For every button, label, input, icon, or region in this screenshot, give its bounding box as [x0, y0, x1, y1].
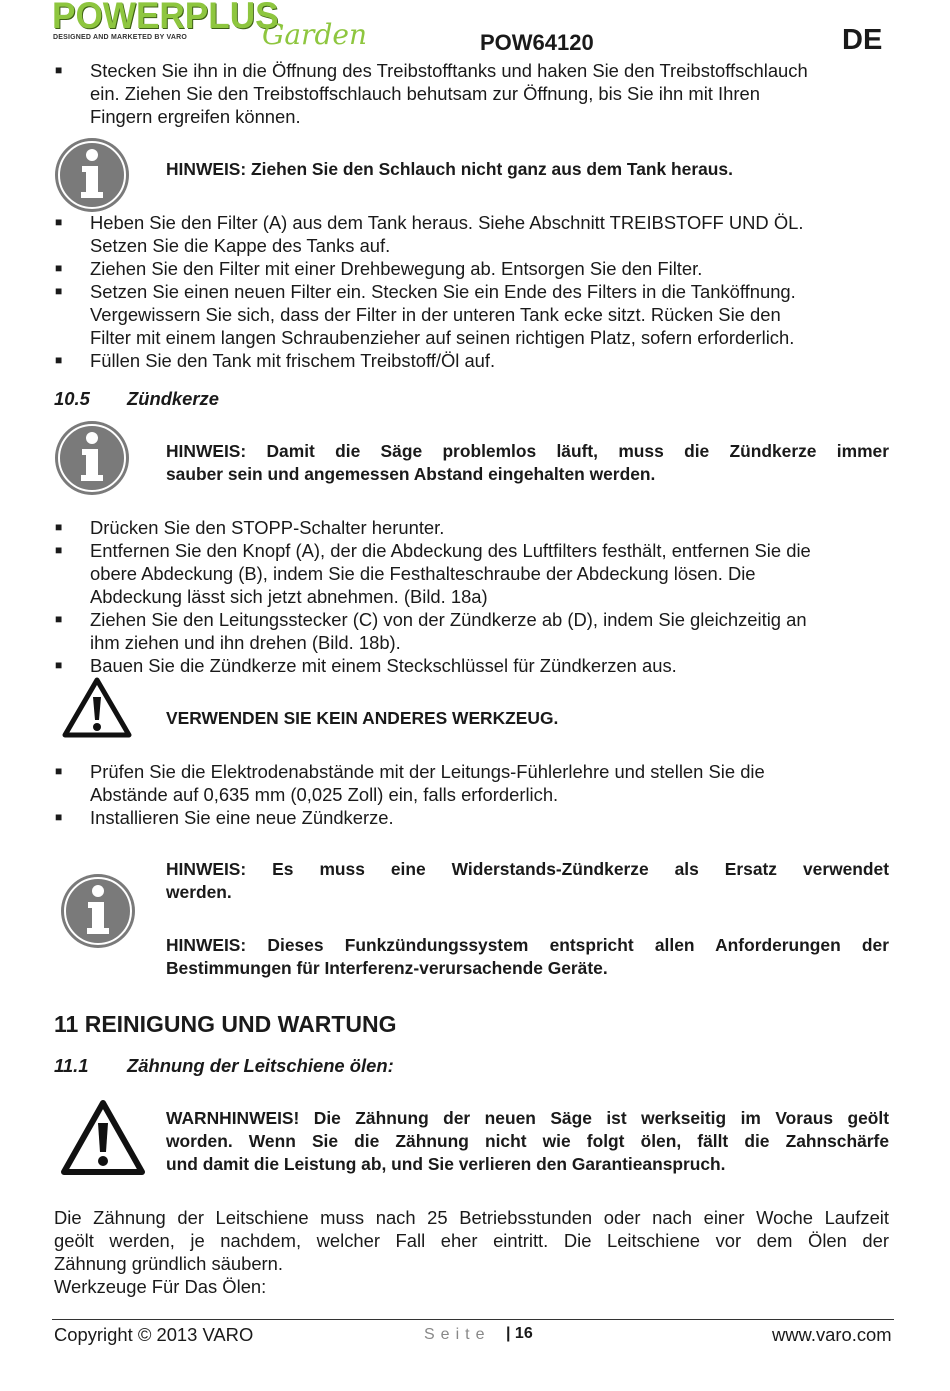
- warning-triangle-icon: [60, 1099, 146, 1177]
- warning-text: VERWENDEN SIE KEIN ANDERES WERKZEUG.: [166, 708, 559, 728]
- bullet: ■: [55, 543, 63, 557]
- note-line: HINWEIS: Es muss eine Widerstands-Zündkerze als Ersatz verwendet: [166, 859, 889, 879]
- text-line: Stecken Sie ihn in die Öffnung des Treibstofftanks und haken Sie den Treibstoffschlauch: [90, 60, 808, 81]
- paragraph-line: [54, 1229, 889, 1252]
- bullet: ■: [55, 215, 63, 229]
- text-line: Abdeckung lässt sich jetzt abnehmen. (Bild. 18a): [90, 586, 488, 607]
- text-line: Füllen Sie den Tank mit frischem Treibstoff/Öl auf.: [90, 350, 496, 371]
- section-title: Zähnung der Leitschiene ölen:: [127, 1055, 394, 1076]
- text-line: Drücken Sie den STOPP-Schalter herunter.: [90, 517, 445, 538]
- note-line: HINWEIS: Damit die Säge problemlos läuft, muss die Zündkerze immer: [166, 441, 889, 461]
- footer-page-number: | 16: [506, 1325, 533, 1342]
- text-line: Heben Sie den Filter (A) aus dem Tank heraus. Siehe Abschnitt TREIBSTOFF UND ÖL.: [90, 212, 804, 233]
- warning-text: und damit die Leistung ab, und Sie verlieren den Garantieanspruch.: [166, 1154, 726, 1174]
- info-icon: [52, 419, 132, 497]
- text-line: ihm ziehen und ihn drehen (Bild. 18b).: [90, 632, 401, 653]
- model-number: POW64120: [480, 30, 594, 55]
- bullet: ■: [55, 261, 63, 275]
- text-line: Installieren Sie eine neue Zündkerze.: [90, 807, 394, 828]
- note-text: sauber sein und angemessen Abstand eingehalten werden.: [166, 464, 656, 484]
- chapter-heading: 11 REINIGUNG UND WARTUNG: [54, 1011, 397, 1037]
- logo-script: Garden: [262, 18, 367, 51]
- bullet: ■: [55, 284, 63, 298]
- text-line: Ziehen Sie den Filter mit einer Drehbewegung ab. Entsorgen Sie den Filter.: [90, 258, 703, 279]
- note-text: HINWEIS: Ziehen Sie den Schlauch nicht ganz aus dem Tank heraus.: [166, 159, 733, 179]
- footer-copyright: Copyright © 2013 VARO: [54, 1324, 254, 1345]
- note-text: Bestimmungen für Interferenz-verursachende Geräte.: [166, 958, 608, 978]
- warning-line: WARNHINWEIS! Die Zähnung der neuen Säge ist werkseitig im Voraus geölt: [166, 1108, 889, 1128]
- text-line: Entfernen Sie den Knopf (A), der die Abdeckung des Luftfilters festhält, entfernen Sie die: [90, 540, 811, 561]
- paragraph-text: Die Zähnung der Leitschiene muss nach 25 Betriebsstunden oder nach einer Woche Laufzeit: [54, 1207, 889, 1228]
- footer-divider: [52, 1319, 894, 1320]
- text-line: Vergewissern Sie sich, dass der Filter in der unteren Tank ecke sitzt. Rücken Sie den: [90, 304, 781, 325]
- warning-line: worden. Wenn Sie die Zähnung nicht wie folgt ölen, fällt die Zahnschärfe: [166, 1131, 889, 1151]
- bullet: ■: [55, 810, 63, 824]
- bullet: ■: [55, 63, 63, 77]
- language-code: DE: [842, 24, 883, 56]
- section-number: 10.5: [54, 388, 90, 409]
- note-text: [166, 934, 889, 957]
- footer-page-label: Seite: [424, 1326, 491, 1343]
- bullet: ■: [55, 353, 63, 367]
- text-line: ein. Ziehen Sie den Treibstoffschlauch behutsam zur Öffnung, bis Sie ihn mit Ihren: [90, 83, 760, 104]
- text-line: Prüfen Sie die Elektrodenabstände mit der Leitungs-Fühlerlehre und stellen Sie die: [90, 761, 765, 782]
- logo-brand: POWERPLUS: [52, 0, 279, 36]
- paragraph-line: Werkzeuge Für Das Ölen:: [54, 1276, 267, 1297]
- powerplus-logo: [52, 0, 370, 50]
- footer-website: www.varo.com: [772, 1324, 892, 1345]
- text-line: Setzen Sie die Kappe des Tanks auf.: [90, 235, 391, 256]
- text-line: Setzen Sie einen neuen Filter ein. Stecken Sie ein Ende des Filters in die Tanköffnung.: [90, 281, 796, 302]
- logo-tagline: DESIGNED AND MARKETED BY VARO: [53, 34, 188, 41]
- note-text: [166, 440, 889, 463]
- note-text: werden.: [166, 882, 232, 902]
- warning-text: [166, 1130, 889, 1153]
- bullet: ■: [55, 658, 63, 672]
- text-line: Ziehen Sie den Leitungsstecker (C) von der Zündkerze ab (D), indem Sie gleichzeitig an: [90, 609, 807, 630]
- section-number: 11.1: [54, 1055, 89, 1076]
- paragraph-line: Zähnung gründlich säubern.: [54, 1253, 284, 1274]
- bullet: ■: [55, 612, 63, 626]
- note-line: HINWEIS: Dieses Funkzündungssystem entspricht allen Anforderungen der: [166, 935, 889, 955]
- text-line: Abstände auf 0,635 mm (0,025 Zoll) ein, falls erforderlich.: [90, 784, 559, 805]
- text-line: obere Abdeckung (B), indem Sie die Festhalteschraube der Abdeckung lösen. Die: [90, 563, 756, 584]
- note-text: [166, 858, 889, 881]
- paragraph-line: [54, 1206, 889, 1229]
- warning-text: [166, 1107, 889, 1130]
- info-icon: [52, 136, 132, 214]
- bullet: ■: [55, 520, 63, 534]
- bullet: ■: [55, 764, 63, 778]
- text-line: Filter mit einem langen Schraubenzieher auf seinen richtigen Platz, sofern erforderlich.: [90, 327, 795, 348]
- text-line: Bauen Sie die Zündkerze mit einem Steckschlüssel für Zündkerzen aus.: [90, 655, 677, 676]
- paragraph-text: geölt werden, je nachdem, welcher Fall eher eintritt. Die Leitschiene vor dem Ölen der: [54, 1230, 889, 1251]
- warning-triangle-icon: [62, 677, 132, 739]
- info-icon: [58, 872, 138, 950]
- section-title: Zündkerze: [127, 388, 219, 409]
- text-line: Fingern ergreifen können.: [90, 106, 301, 127]
